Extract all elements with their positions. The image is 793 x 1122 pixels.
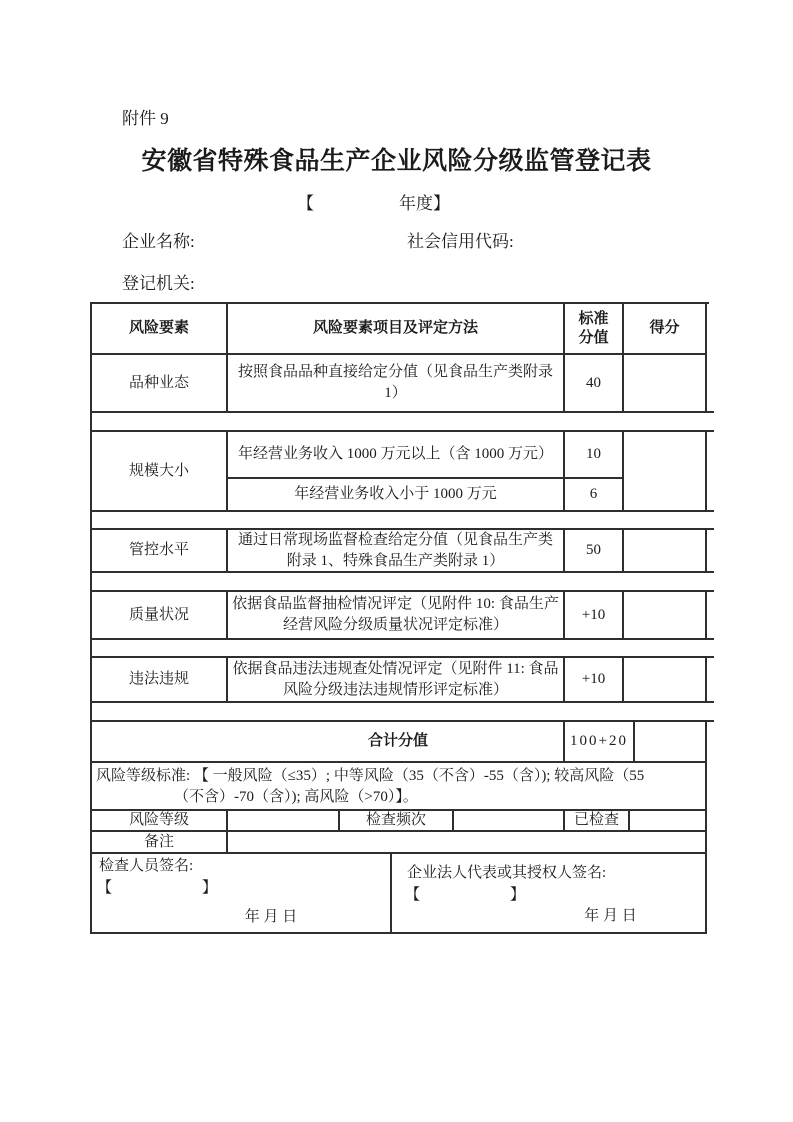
inspector-sign-label: 检查人员签名: (99, 858, 194, 874)
std-cell-variety: 40 (565, 355, 624, 413)
table-row-violation (92, 658, 709, 703)
std-cell-scale-1: 10 (565, 432, 624, 479)
table-row-total (92, 722, 709, 763)
spacer-row (92, 510, 714, 530)
inspector-sign-bracket: 【 】 (97, 880, 218, 896)
attachment-label: 附件 9 (122, 109, 169, 128)
risk-table (90, 302, 709, 934)
header-std-cell: 标准分值 (565, 304, 624, 355)
header-score-cell: 得分 (624, 304, 707, 355)
table-row-signatures (92, 854, 709, 934)
total-score-cell (635, 722, 707, 763)
remark-value-cell (228, 832, 707, 854)
table-row-grade (92, 811, 709, 832)
table-row-quality (92, 592, 709, 640)
header-method-cell: 风险要素项目及评定方法 (228, 304, 565, 355)
scale-subrows (228, 432, 624, 512)
total-std-cell: 100+20 (565, 722, 635, 763)
score-cell-quality (624, 592, 707, 640)
legal-rep-sign-label: 企业法人代表或其授权人签名: (407, 865, 607, 881)
spacer-row (92, 571, 714, 592)
factor-cell-control: 管控水平 (92, 530, 228, 573)
checked-label-cell: 已检查 (565, 811, 630, 832)
std-cell-quality: +10 (565, 592, 624, 640)
total-label-cell: 合计分值 (92, 722, 565, 763)
inspector-sign-cell (92, 854, 392, 934)
legal-rep-sign-bracket: 【 】 (405, 887, 526, 903)
table-row-control (92, 530, 709, 573)
method-cell-control: 通过日常现场监督检查给定分值（见食品生产类附录 1、特殊食品生产类附录 1） (228, 530, 565, 573)
std-cell-control: 50 (565, 530, 624, 573)
table-header-row (92, 304, 709, 355)
spacer-row (92, 701, 714, 722)
table-row-scale (92, 432, 709, 512)
score-cell-variety (624, 355, 707, 413)
table-row-remark (92, 832, 709, 854)
score-cell-control (624, 530, 707, 573)
grade-value-cell (228, 811, 340, 832)
legal-rep-sign-cell (392, 854, 707, 934)
company-name-label: 企业名称: (122, 232, 195, 251)
score-cell-scale (624, 432, 707, 512)
method-cell-scale-1: 年经营业务收入 1000 万元以上（含 1000 万元） (228, 432, 565, 479)
inspector-sign-date: 年 月 日 (244, 909, 298, 925)
factor-cell-scale: 规模大小 (92, 432, 228, 512)
grade-standard-cell (92, 763, 707, 811)
year-bracket-line: 【 年度】 (297, 194, 450, 213)
grade-label-cell: 风险等级 (92, 811, 228, 832)
remark-label-cell: 备注 (92, 832, 228, 854)
std-cell-scale-2: 6 (565, 479, 624, 512)
method-cell-variety: 按照食品品种直接给定分值（见食品生产类附录 1） (228, 355, 565, 413)
score-cell-violation (624, 658, 707, 703)
header-factor-cell: 风险要素 (92, 304, 228, 355)
table-row-variety (92, 355, 709, 413)
legal-rep-sign-date: 年 月 日 (584, 908, 637, 924)
factor-cell-quality: 质量状况 (92, 592, 228, 640)
spacer-row (92, 638, 714, 658)
registration-authority-label: 登记机关: (122, 274, 195, 293)
method-cell-scale-2: 年经营业务收入小于 1000 万元 (228, 479, 565, 512)
grade-standard-line2: （不含）-70（含）); 高风险（>70）】。 (174, 789, 418, 805)
page-title: 安徽省特殊食品生产企业风险分级监管登记表 (141, 148, 652, 175)
factor-cell-violation: 违法违规 (92, 658, 228, 703)
table-row-grade-standard (92, 763, 709, 811)
method-cell-violation: 依据食品违法违规查处情况评定（见附件 11: 食品风险分级违法违规情形评定标准） (228, 658, 565, 703)
method-cell-quality: 依据食品监督抽检情况评定（见附件 10: 食品生产经营风险分级质量状况评定标准） (228, 592, 565, 640)
credit-code-label: 社会信用代码: (407, 232, 514, 251)
std-cell-violation: +10 (565, 658, 624, 703)
checked-value-cell (630, 811, 707, 832)
factor-cell-variety: 品种业态 (92, 355, 228, 413)
freq-label-cell: 检查频次 (340, 811, 454, 832)
freq-value-cell (454, 811, 565, 832)
grade-standard-line1: 风险等级标准: 【 一般风险（≤35）; 中等风险（35（不含）-55（含）); 较高风险（55 (96, 768, 645, 784)
spacer-row (92, 411, 714, 432)
